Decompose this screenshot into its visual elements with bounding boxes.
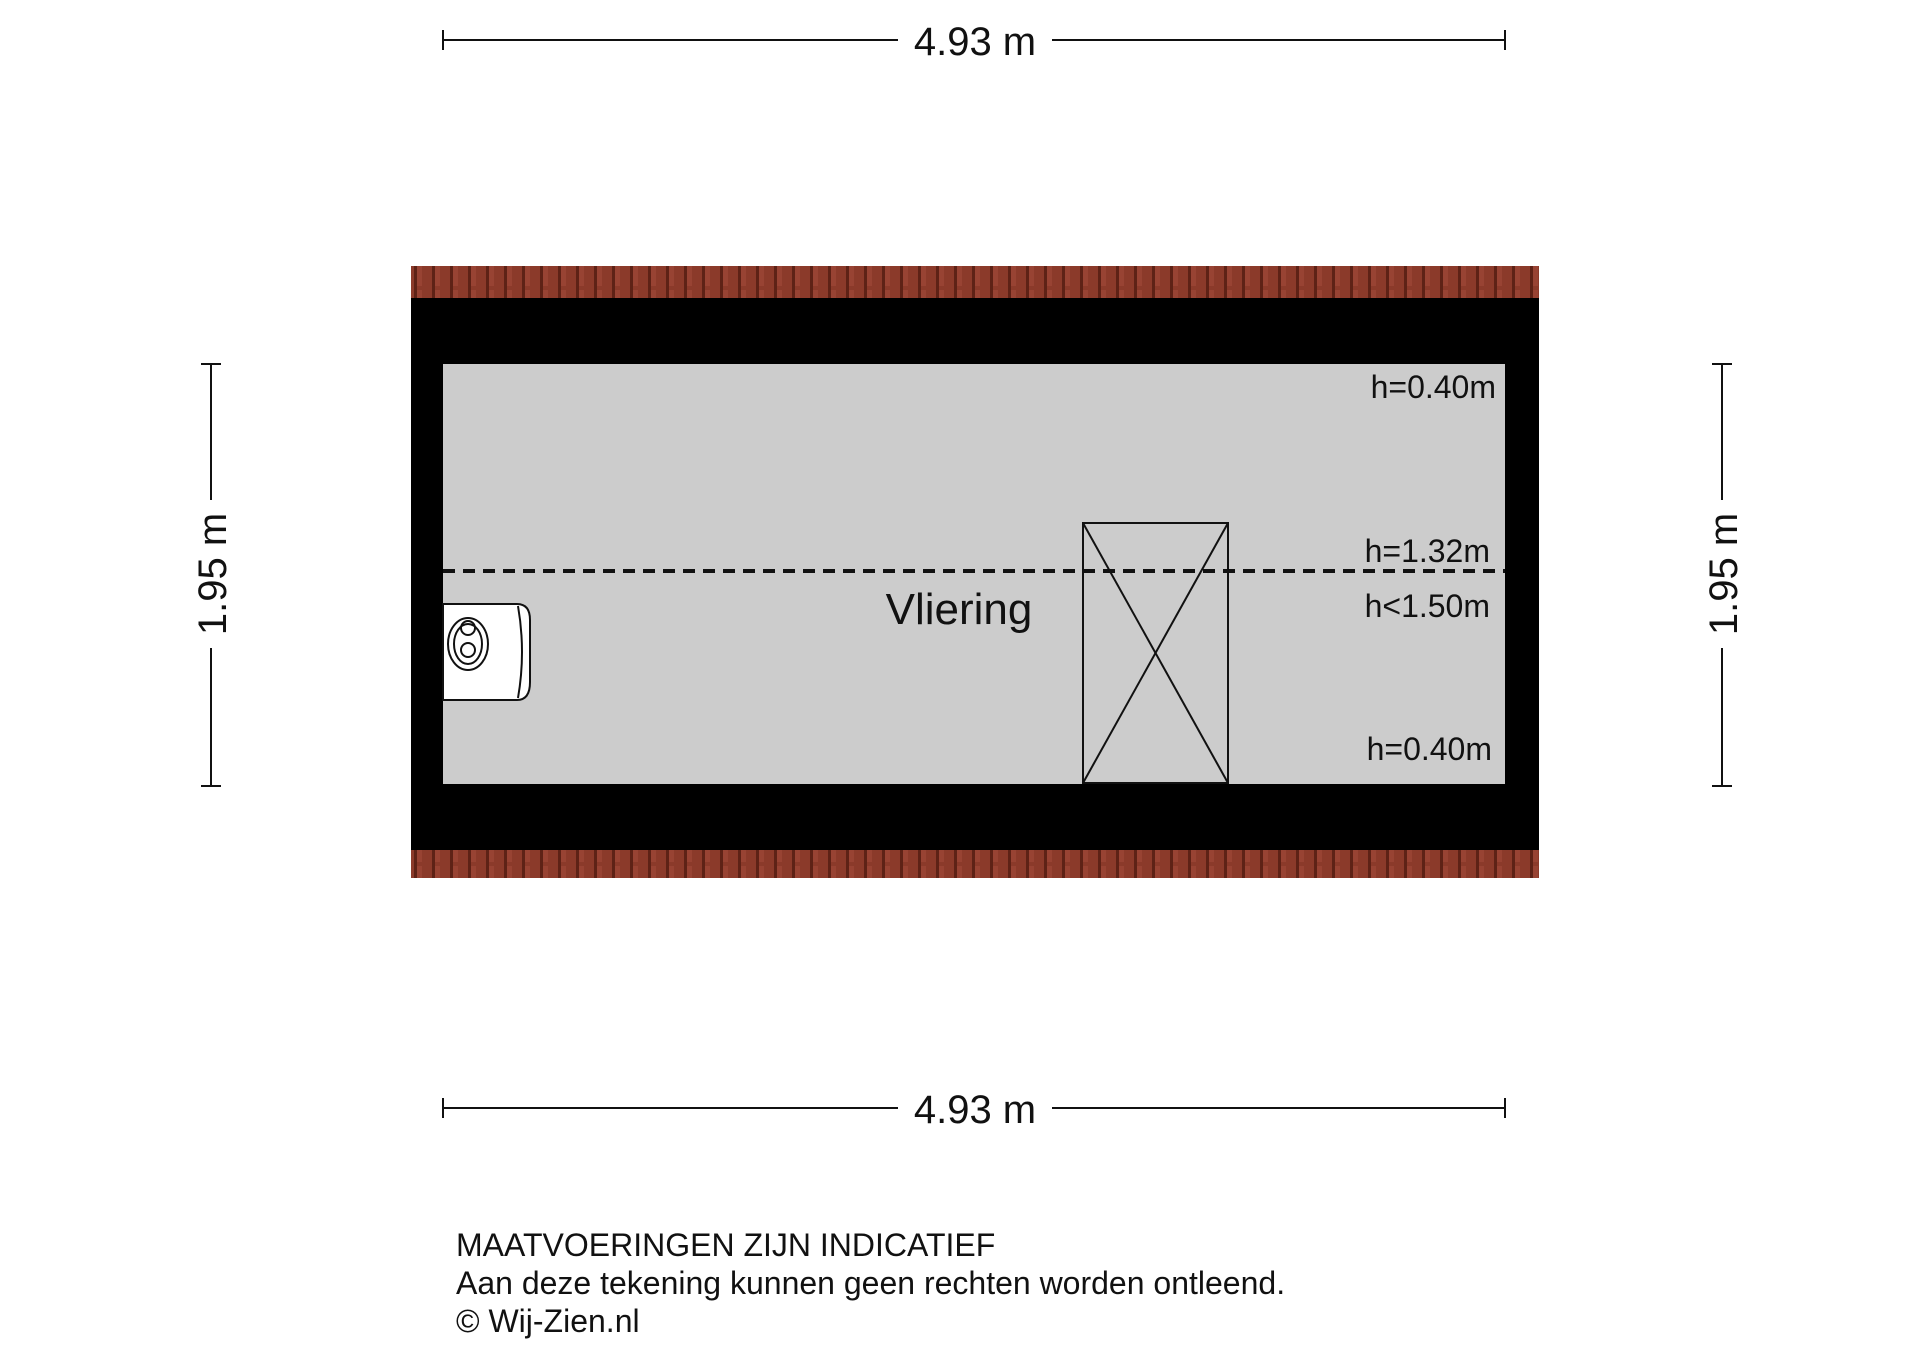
disclaimer-text: Aan deze tekening kunnen geen rechten worden ontleend. [456, 1265, 1286, 1301]
bottom-dimension [443, 1088, 1505, 1132]
copyright: © Wij-Zien.nl [456, 1303, 640, 1339]
room-floor [443, 364, 1505, 784]
left-dimension [191, 364, 235, 786]
height-label-below: h<1.50m [1364, 588, 1490, 624]
disclaimer-title: MAATVOERINGEN ZIJN INDICATIEF [456, 1227, 996, 1263]
disclaimer [456, 1226, 1285, 1340]
height-label-top: h=0.40m [1370, 369, 1496, 405]
height-label-knee: h=1.32m [1364, 533, 1490, 569]
left-depth-label: 1.95 m [191, 512, 235, 636]
roof-tiles-bottom [411, 848, 1539, 878]
top-width-label: 4.93 m [913, 20, 1037, 64]
boiler-icon [443, 604, 530, 700]
height-label-bottom: h=0.40m [1366, 731, 1492, 767]
roof-tiles-top [411, 266, 1539, 300]
top-dimension [443, 20, 1505, 64]
room-name-label: Vliering [885, 585, 1033, 634]
bottom-width-label: 4.93 m [913, 1088, 1037, 1132]
right-depth-label: 1.95 m [1702, 512, 1746, 636]
right-dimension [1702, 364, 1746, 786]
